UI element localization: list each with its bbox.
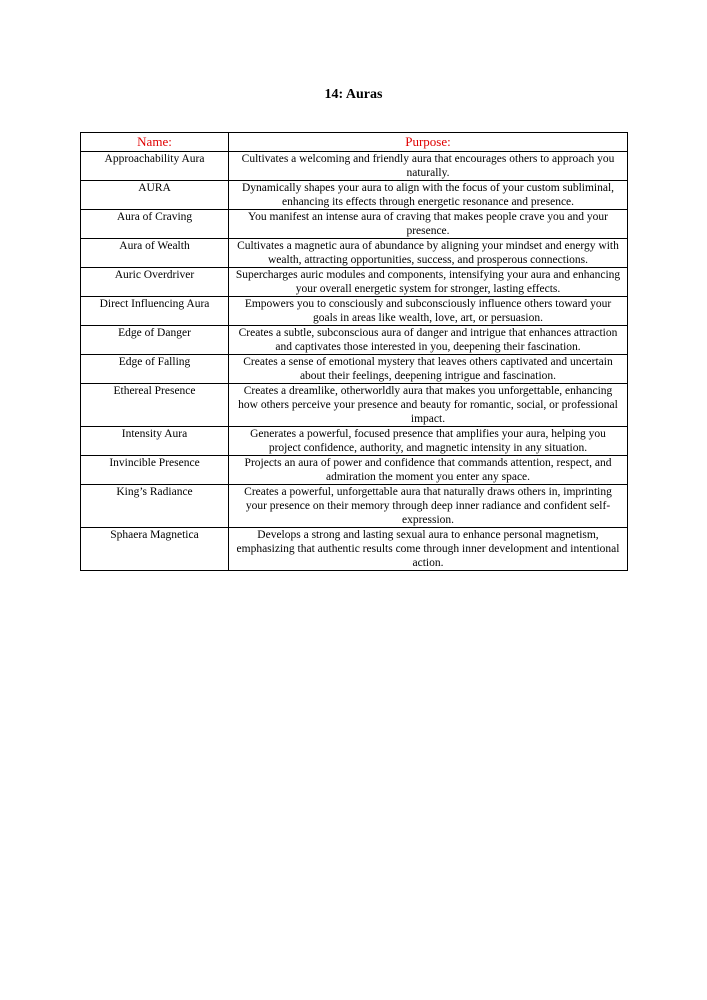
table-row bbox=[81, 152, 628, 181]
aura-name: Sphaera Magnetica bbox=[81, 528, 229, 571]
aura-name: King’s Radiance bbox=[81, 485, 229, 528]
table-row bbox=[81, 326, 628, 355]
aura-name: Direct Influencing Aura bbox=[81, 297, 229, 326]
aura-purpose: Dynamically shapes your aura to align with the focus of your custom subliminal, enhancing its effects through energetic resonance and presence. bbox=[229, 181, 628, 210]
aura-name: Edge of Falling bbox=[81, 355, 229, 384]
aura-name: Edge of Danger bbox=[81, 326, 229, 355]
table-row bbox=[81, 239, 628, 268]
aura-purpose: Creates a dreamlike, otherworldly aura that makes you unforgettable, enhancing how others perceive your presence and beauty for romantic, social, or professional impact. bbox=[229, 384, 628, 427]
aura-name: Auric Overdriver bbox=[81, 268, 229, 297]
aura-name: Aura of Craving bbox=[81, 210, 229, 239]
table-row bbox=[81, 427, 628, 456]
table-row bbox=[81, 384, 628, 427]
column-header-name: Name: bbox=[81, 133, 229, 152]
table-row bbox=[81, 268, 628, 297]
aura-name: AURA bbox=[81, 181, 229, 210]
aura-purpose: Creates a powerful, unforgettable aura that naturally draws others in, imprinting your presence on their memory through deep inner radiance and confident self-expression. bbox=[229, 485, 628, 528]
aura-purpose: Develops a strong and lasting sexual aura to enhance personal magnetism, emphasizing that authentic results come through inner development and intentional action. bbox=[229, 528, 628, 571]
aura-name: Aura of Wealth bbox=[81, 239, 229, 268]
aura-purpose: Projects an aura of power and confidence that commands attention, respect, and admiration the moment you enter any space. bbox=[229, 456, 628, 485]
aura-purpose: Creates a sense of emotional mystery that leaves others captivated and uncertain about their feelings, deepening intrigue and fascination. bbox=[229, 355, 628, 384]
aura-name: Invincible Presence bbox=[81, 456, 229, 485]
table-row bbox=[81, 297, 628, 326]
auras-table bbox=[80, 132, 628, 571]
aura-purpose: Generates a powerful, focused presence that amplifies your aura, helping you project confidence, authority, and magnetic intensity in any situation. bbox=[229, 427, 628, 456]
aura-purpose: Cultivates a welcoming and friendly aura that encourages others to approach you naturally. bbox=[229, 152, 628, 181]
aura-purpose: Supercharges auric modules and components, intensifying your aura and enhancing your overall energetic system for stronger, lasting effects. bbox=[229, 268, 628, 297]
table-row bbox=[81, 485, 628, 528]
table-row bbox=[81, 181, 628, 210]
column-header-purpose: Purpose: bbox=[229, 133, 628, 152]
table-row bbox=[81, 355, 628, 384]
table-row bbox=[81, 456, 628, 485]
aura-purpose: Creates a subtle, subconscious aura of danger and intrigue that enhances attraction and captivates those interested in you, deepening their fascination. bbox=[229, 326, 628, 355]
table-row bbox=[81, 210, 628, 239]
aura-name: Ethereal Presence bbox=[81, 384, 229, 427]
table-header-row bbox=[81, 133, 628, 152]
aura-purpose: Empowers you to consciously and subconsciously influence others toward your goals in areas like wealth, love, art, or persuasion. bbox=[229, 297, 628, 326]
aura-purpose: You manifest an intense aura of craving that makes people crave you and your presence. bbox=[229, 210, 628, 239]
aura-name: Intensity Aura bbox=[81, 427, 229, 456]
page-title: 14: Auras bbox=[324, 87, 383, 102]
aura-purpose: Cultivates a magnetic aura of abundance by aligning your mindset and energy with wealth, attracting opportunities, success, and prosperous connections. bbox=[229, 239, 628, 268]
table-row bbox=[81, 528, 628, 571]
aura-name: Approachability Aura bbox=[81, 152, 229, 181]
